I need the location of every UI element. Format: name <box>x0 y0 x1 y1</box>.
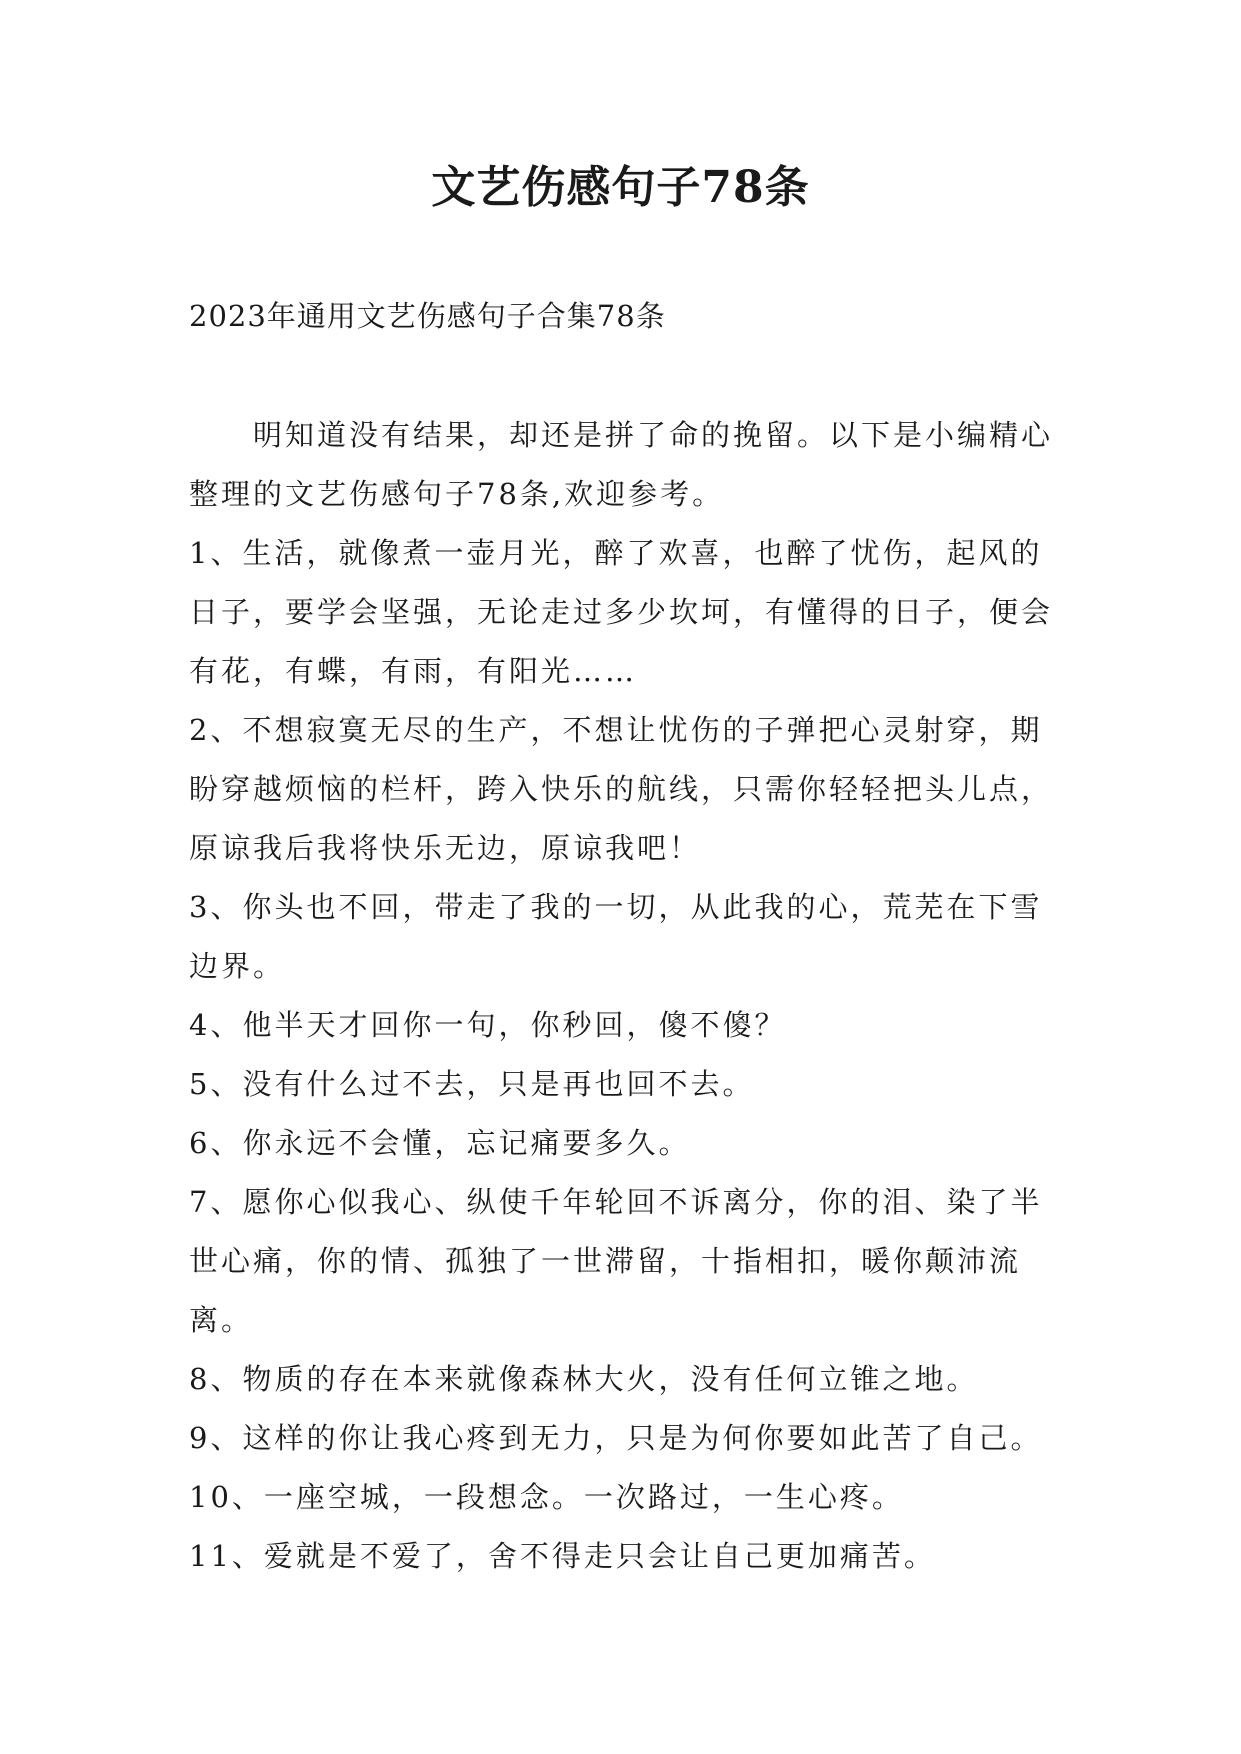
list-item: 2、不想寂寞无尽的生产，不想让忧伤的子弹把心灵射穿，期盼穿越烦恼的栏杆，跨入快乐的航线，只需你轻轻把头儿点，原谅我后我将快乐无边，原谅我吧！ <box>189 713 1054 865</box>
document-title: 文艺伤感句子78条 <box>431 162 810 213</box>
list-item: 11、爱就是不爱了，舍不得走只会让自己更加痛苦。 <box>189 1539 936 1573</box>
intro-paragraph: 明知道没有结果，却还是拼了命的挽留。以下是小编精心整理的文艺伤感句子78条,欢迎参考。 <box>189 418 1054 511</box>
list-item: 4、他半天才回你一句，你秒回，傻不傻？ <box>189 1008 787 1042</box>
list-item: 5、没有什么过不去，只是再也回不去。 <box>189 1067 755 1101</box>
list-item: 3、你头也不回，带走了我的一切，从此我的心，荒芜在下雪边界。 <box>189 890 1043 983</box>
list-item: 8、物质的存在本来就像森林大火，没有任何立锥之地。 <box>189 1362 979 1396</box>
list-item: 6、你永远不会懂，忘记痛要多久。 <box>189 1126 691 1160</box>
list-item: 10、一座空城，一段想念。一次路过，一生心疼。 <box>189 1480 904 1514</box>
list-item: 9、这样的你让我心疼到无力，只是为何你要如此苦了自己。 <box>189 1421 1043 1455</box>
document-subtitle: 2023年通用文艺伤感句子合集78条 <box>189 299 666 333</box>
list-item: 7、愿你心似我心、纵使千年轮回不诉离分，你的泪、染了半世心痛，你的情、孤独了一世滞留，十指相扣，暖你颠沛流离。 <box>189 1185 1043 1337</box>
document-body <box>189 406 1069 1586</box>
list-item: 1、生活，就像煮一壶月光，醉了欢喜，也醉了忧伤，起风的日子，要学会坚强，无论走过多少坎坷，有懂得的日子，便会有花，有蝶，有雨，有阳光…… <box>189 536 1054 688</box>
